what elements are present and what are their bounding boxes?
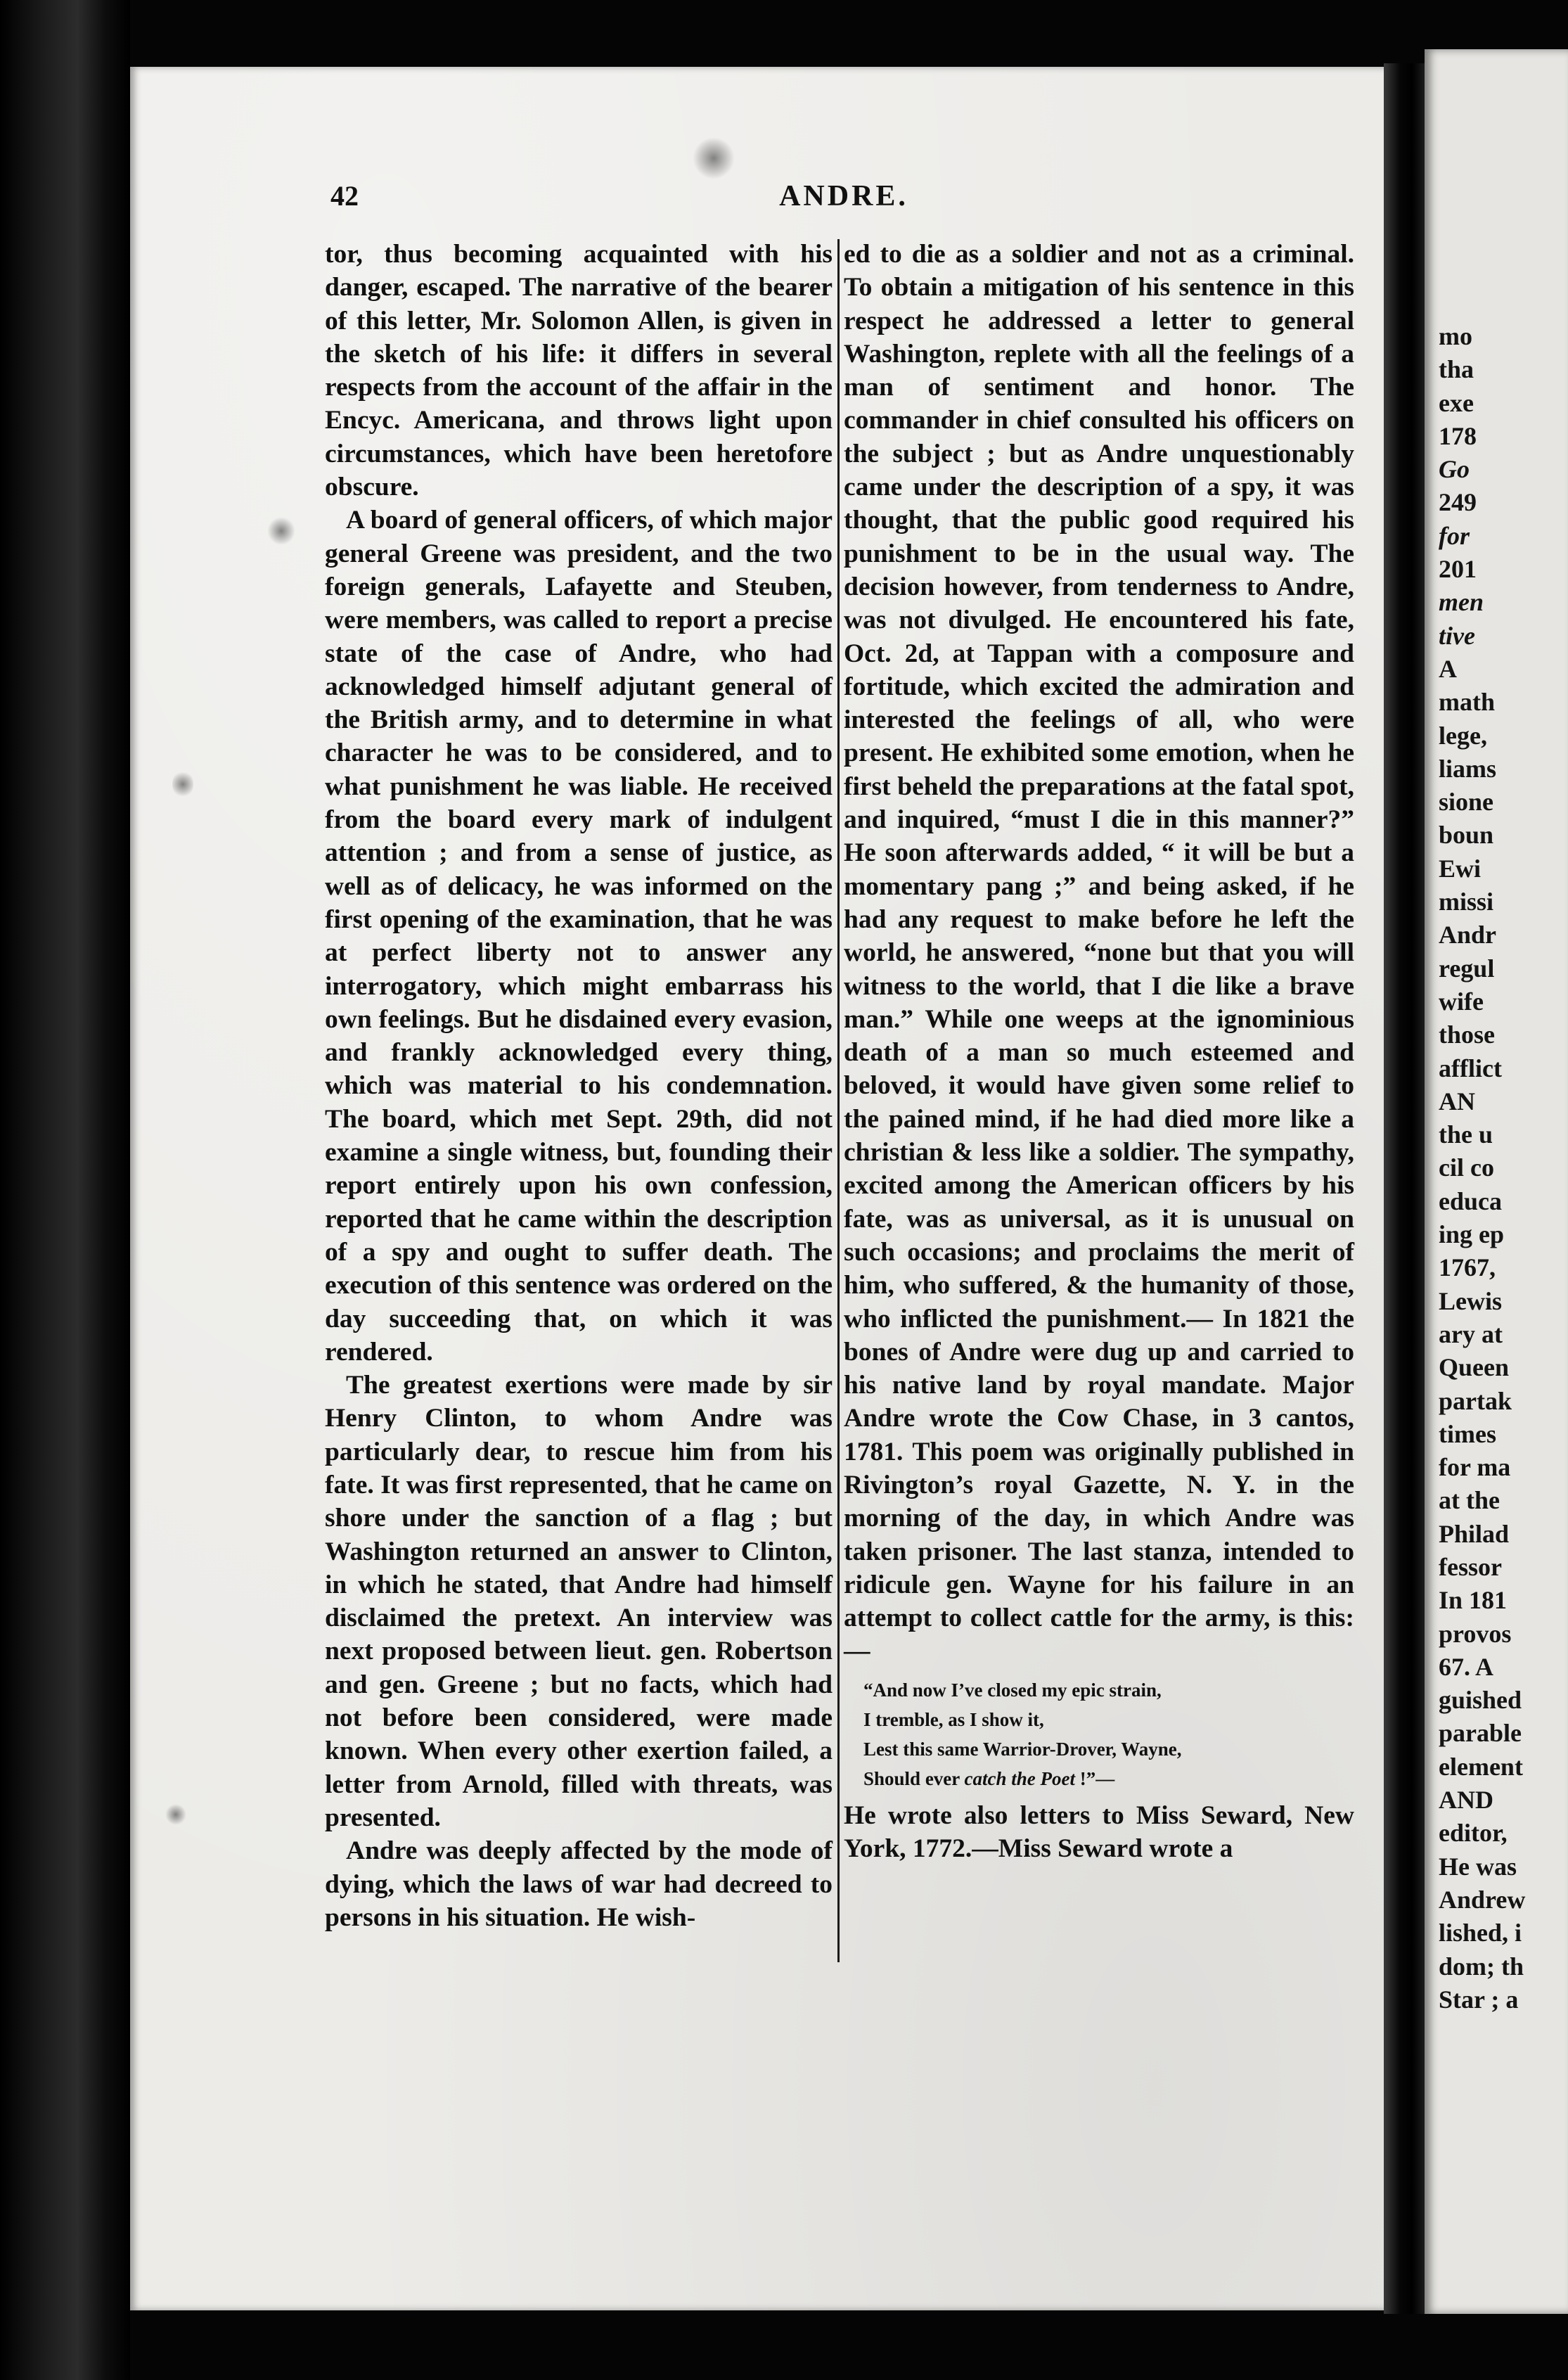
text-fragment: wife bbox=[1439, 987, 1484, 1016]
paragraph: The greatest exertions were made by sir Henry Clinton, to whom Andre was particularly dear, to rescue him from his fate. It was first represented, that he came on shore under the sanction of a flag ; but Washington returned an answer to Clinton, in which he stated, that Andre had himself disclaimed the pretext. An interview was next proposed between lieut. gen. Robertson and gen. Greene ; but no facts, which had not before been considered, were made known. When every other exertion failed, a letter from Arnold, filled with threats, was presented. bbox=[325, 1371, 833, 1832]
text-fragment: for bbox=[1439, 521, 1470, 550]
facing-page-text bbox=[1439, 320, 1568, 2016]
right-column bbox=[844, 238, 1354, 1865]
text-fragment: 67. A bbox=[1439, 1652, 1494, 1681]
text-fragment: Andr bbox=[1439, 921, 1497, 949]
text-fragment: lege, bbox=[1439, 721, 1487, 750]
text-fragment: Andrew bbox=[1439, 1885, 1526, 1914]
text-fragment: ary at bbox=[1439, 1319, 1503, 1348]
text-fragment: editor, bbox=[1439, 1819, 1508, 1848]
text-fragment: liams bbox=[1439, 754, 1497, 783]
text-fragment: 249 bbox=[1439, 488, 1477, 517]
text-fragment: He was bbox=[1439, 1852, 1517, 1881]
text-fragment: boun bbox=[1439, 821, 1494, 850]
text-fragment: for ma bbox=[1439, 1453, 1511, 1482]
text-fragment: element bbox=[1439, 1752, 1523, 1781]
poem-line bbox=[863, 1764, 1354, 1793]
text-fragment: A bbox=[1439, 654, 1457, 683]
paragraph: He wrote also letters to Miss Seward, New York, 1772.—Miss Seward wrote a bbox=[844, 1800, 1354, 1864]
text-fragment: mo bbox=[1439, 322, 1472, 350]
text-fragment: 201 bbox=[1439, 555, 1477, 584]
text-fragment: at the bbox=[1439, 1486, 1500, 1515]
text-fragment: Ewi bbox=[1439, 854, 1482, 883]
ink-blot bbox=[693, 137, 735, 179]
page-header bbox=[330, 179, 1357, 222]
poem-text: Should ever bbox=[863, 1767, 965, 1789]
poem-text: !”— bbox=[1075, 1767, 1115, 1789]
text-fragment: Star ; a bbox=[1439, 1985, 1519, 2014]
ink-blot bbox=[172, 770, 193, 798]
text-fragment: fessor bbox=[1439, 1552, 1502, 1581]
column-rule bbox=[837, 239, 840, 1962]
poem-stanza bbox=[863, 1675, 1354, 1793]
poem-line: I tremble, as I show it, bbox=[863, 1708, 1044, 1730]
paragraph: tor, thus becoming acquainted with his danger, escaped. The narrative of the bearer of this letter, Mr. Solomon Allen, is given in the sketch of his life: it differs in several respects from the account of the affair in the Encyc. Americana, and throws light upon circumstances, which have been heretofore obscure. bbox=[325, 240, 833, 502]
text-fragment: cil co bbox=[1439, 1153, 1494, 1182]
text-fragment: lished, i bbox=[1439, 1919, 1522, 1947]
text-fragment: Lewis bbox=[1439, 1286, 1502, 1315]
poem-line: Lest this same Warrior-Drover, Wayne, bbox=[863, 1738, 1182, 1760]
text-fragment: sione bbox=[1439, 788, 1494, 817]
text-fragment: guished bbox=[1439, 1686, 1522, 1715]
text-fragment: educa bbox=[1439, 1186, 1502, 1215]
paragraph: ed to die as a soldier and not as a criminal. To obtain a mitigation of his sentence in this respect he addressed a letter to general Washington, replete with all the feelings of a man of sentiment and honor. The commander in chief consulted his officers on the subject ; but as Andre unquestionably came under the description of a spy, it was thought, that the public good required his punishment to be in the usual way. The decision however, from tenderness to Andre, was not divulged. He encountered his fate, Oct. 2d, at Tappan with a composure and fortitude, which excited the admiration and interested the feelings of all, who were present. He exhibited some emotion, when he first beheld the preparations at the fatal spot, and inquired, “must I die in this manner?” He soon afterwards added, “ it will be but a momentary pang ;” and being asked, if he had any request to make before he left the world, he answered, “none but that you will witness to the world, that I die like a brave man.” While one weeps at the ignominious death of a man so much esteemed and beloved, it would have given some relief to the pained mind, if he had died more like a christian & less like a soldier. The sympathy, excited among the American officers by his fate, was as universal, as it is unusual on such occasions; and proclaims the merit of him, who suffered, & the humanity of those, who inflicted the punishment.— In 1821 the bones of Andre were dug up and carried to his native land by royal mandate. Major Andre wrote the Cow Chase, in 3 cantos, 1781. This poem was originally published in Rivington’s royal Gazette, N. Y. in the morning of the day, in which Andre was taken prisoner. The last stanza, intended to ridicule gen. Wayne for his failure in an attempt to collect cattle for the army, is this:— bbox=[844, 240, 1354, 1666]
running-title: ANDRE. bbox=[779, 180, 908, 212]
poem-italic: catch the Poet bbox=[964, 1767, 1075, 1789]
text-fragment: times bbox=[1439, 1419, 1496, 1448]
text-fragment: AN bbox=[1439, 1087, 1475, 1115]
text-fragment: 1767, bbox=[1439, 1253, 1496, 1282]
text-fragment: tha bbox=[1439, 355, 1474, 384]
text-fragment: the u bbox=[1439, 1120, 1493, 1149]
text-fragment: missi bbox=[1439, 888, 1494, 916]
text-fragment: provos bbox=[1439, 1619, 1512, 1648]
text-fragment: AND bbox=[1439, 1786, 1493, 1815]
facing-page-edge bbox=[1425, 49, 1568, 2314]
text-fragment: exe bbox=[1439, 388, 1474, 417]
ink-blot bbox=[267, 517, 295, 545]
text-fragment: In 181 bbox=[1439, 1586, 1508, 1615]
poem-line: “And now I’ve closed my epic strain, bbox=[863, 1679, 1162, 1701]
text-fragment: math bbox=[1439, 688, 1495, 717]
text-fragment: afflict bbox=[1439, 1054, 1502, 1082]
text-fragment: Go bbox=[1439, 455, 1470, 484]
ink-blot bbox=[165, 1804, 186, 1825]
left-page-edge bbox=[0, 0, 130, 2380]
text-fragment: parable bbox=[1439, 1719, 1522, 1748]
book-gutter bbox=[1384, 63, 1425, 2314]
text-fragment: men bbox=[1439, 588, 1484, 617]
text-fragment: Queen bbox=[1439, 1353, 1510, 1382]
text-fragment: Philad bbox=[1439, 1519, 1510, 1548]
paragraph: Andre was deeply affected by the mode of dying, which the laws of war had decreed to persons in his situation. He wish- bbox=[325, 1836, 833, 1932]
text-fragment: ing ep bbox=[1439, 1220, 1505, 1249]
text-fragment: regul bbox=[1439, 954, 1495, 983]
text-fragment: those bbox=[1439, 1021, 1495, 1049]
page-number: 42 bbox=[330, 180, 359, 212]
left-column bbox=[325, 238, 833, 1934]
text-fragment: tive bbox=[1439, 621, 1475, 650]
text-fragment: dom; th bbox=[1439, 1952, 1524, 1981]
text-fragment: partak bbox=[1439, 1386, 1512, 1415]
paragraph: A board of general officers, of which major general Greene was president, and the two foreign generals, Lafayette and Steuben, were members, was called to report a precise state of the case of Andre, who had acknowledged himself adjutant general of the British army, and to determine in what character he was to be considered, and to what punishment he was liable. He received from the board every mark of indulgent attention ; and from a sense of justice, as well as of delicacy, he was informed on the first opening of the examination, that he was at perfect liberty not to answer any interrogatory, which might embarrass his own feelings. But he disdained every evasion, and frankly acknowledged every thing, which was material to his condemnation. The board, which met Sept. 29th, did not examine a single witness, but, founding their report entirely upon his own confession, reported that he came within the description of a spy and ought to suffer death. The execution of this sentence was ordered on the day succeeding that, on which it was rendered. bbox=[325, 506, 833, 1367]
text-fragment: 178 bbox=[1439, 421, 1477, 450]
